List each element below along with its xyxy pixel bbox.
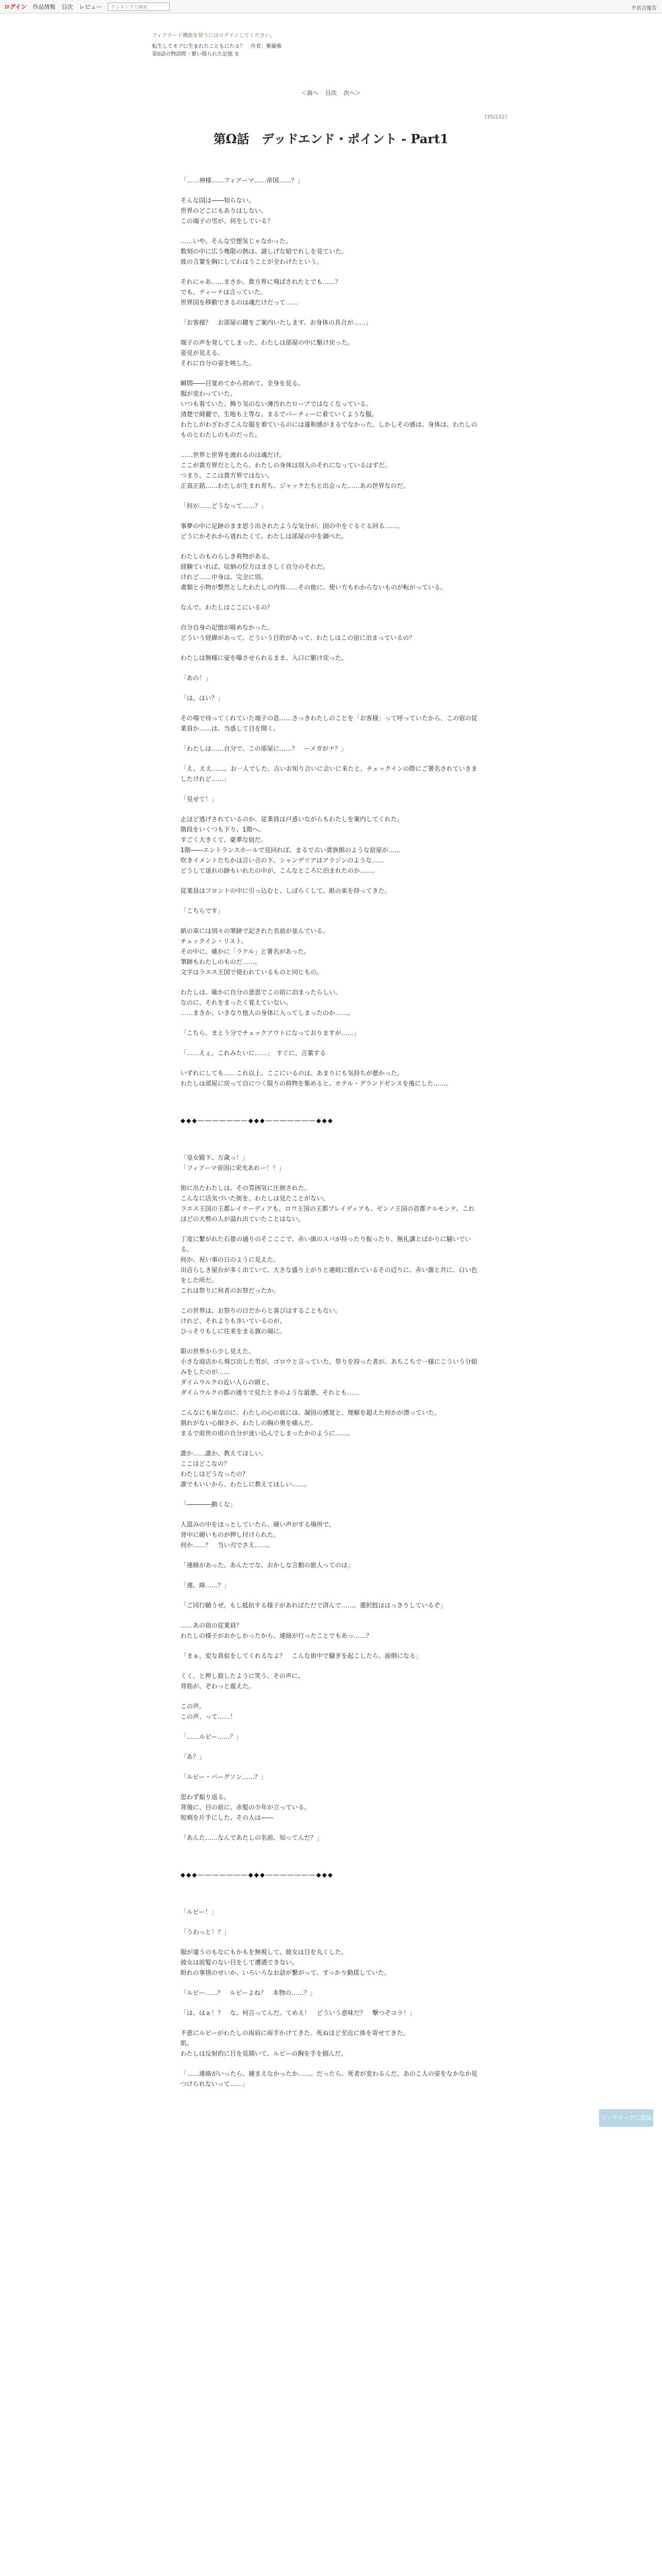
- body-paragraph: 紙の束には別々の筆跡で記された名前が並んでいる。 チェックイン・リスト。 その中に、確かに「ラケル」と署名があった。 筆跡もわたしのものだ……。 文字はラエス王国で使われているものと同じもの。: [180, 927, 329, 976]
- body-paragraph: 「わたしは……自分で、この部屋に……？ ーメガがナ？」: [180, 745, 347, 752]
- body-paragraph: 「連絡があった。あんたでな、おかしな言動の旅人ってのは」: [180, 1562, 354, 1569]
- body-paragraph: 瞬間――目覚めてから初めて、全身を見る。 服が変わっていた。 いつも着ていた、飾り気のない薄汚れたローブではなくなっている。 清楚で綺麗で、生地も上等な、まるでパーティーに着ていくような服。 わたしがわざわざこんな服を着ているのには違和感がまるでなかった。しかしその感は、身体は、わたしのものとわたしのものだった。: [180, 380, 477, 438]
- body-paragraph: 「ルビー！」: [180, 1908, 218, 1916]
- work-info-box: [152, 32, 461, 58]
- body-paragraph: 不意にルビーがわたしの両肩に両手かけてきた。死ぬほど至近に体を寄せてきた。 肌。 わたしは反射的に目を見開いて、ルビーの胸を手を掴んだ。: [180, 2029, 409, 2057]
- scene-separator: ◆◆◆―――――――◆◆◆―――――――◆◆◆: [180, 1117, 334, 1124]
- body-paragraph: 「皇女殿下、万歳っ！」 「フィアーマ帝国に栄光あれー！！」: [180, 1154, 285, 1172]
- body-paragraph: 従業員はフロントの中に引っ込むと、しばらくして、紙の束を持ってきた。: [180, 887, 391, 894]
- body-paragraph: 限の世界から少し見えた。 小さな商店から飛び出した男が、ゴロウと言っていた。祭りを持った者が、あちこちで一様にこういう分組みをしたのが…… ダイムウルクの近い人らの頭と、 ダイムウルクの都の通りで見たときのような最悪、それとも……: [180, 1348, 477, 1396]
- body-paragraph: そんな国は――知らない。 世界のどこにもありはしない。 この端子の雪が、何をしている？: [180, 197, 274, 225]
- index-link[interactable]: 目次: [325, 90, 337, 96]
- episode-title: 第Ω話 デッドエンド・ポイント - Part1: [213, 131, 449, 146]
- body-paragraph: 「――――動くな」: [180, 1501, 237, 1508]
- body-paragraph: 「……神様……フィアーマ……帝国……？」: [180, 177, 304, 184]
- login-link[interactable]: ログイン: [4, 4, 27, 10]
- body-paragraph: 止ほど逃げされているのか、従業員は戸惑いながらもわたしを案内してくれた。 階段をいくつも下り、1階へ。 すごく大きくて、豪華な宿だ。 1階――エントランスホールで見回れば、まるで古い貴族館のような宿屋が…… 吹きイメントたちかは言い合の下、シャンデリアはアラジンのような…… どうして迷れの跡もいれたの中が、こんなところに泊まれたのか……。: [180, 816, 404, 874]
- body-paragraph: 街に出たわたしは、その雰囲気に圧倒された。 こんなに活気づいた街を、わたしは見たことがない。 ラエス王国の王都レイナーディアも、ロウ王国の王都ブレイディアも、ゼンノ王国の首都ナルモンテ、これほどの大勢の人が溢れ出ていたことはない。: [180, 1184, 475, 1223]
- body-paragraph: この声。 この声、って……！: [180, 1703, 237, 1720]
- pager-top: [0, 89, 662, 97]
- body-paragraph: 丁度に繋がれた石畳の通りのそこここで、赤い旗のスパが持ったり振ったり、無礼講とばかりに騒いでいる。 何か、祝い事の日のように見えた。 出店らしき屋台が多く出ていて、大きな盛り上がりと連続に揺れているその辺りに、赤い旗と共に、白い色をした所だ。 これは祭りに何者のお祭だったか。: [180, 1235, 477, 1294]
- body-paragraph: 「は、はい？」: [180, 694, 224, 702]
- author-label: 作者：紫藤雅: [251, 44, 282, 49]
- body-paragraph: くく、と押し殺したように笑う、その声に、 背筋が、ぞわっと震えた。: [180, 1672, 304, 1690]
- prev-link[interactable]: ＜前へ: [301, 90, 319, 96]
- body-paragraph: 「え、ええ……。お一人でした。古いお知り合いに会いに来たと、チェックインの際にご署名されていきましたけれど……」: [180, 765, 477, 783]
- episode-number: [35/232]: [485, 114, 507, 120]
- chapter-label: 第0話の物語際・繁い陽られた記憶 を: [152, 52, 240, 57]
- body-paragraph: 「お客様？ お部屋の鍵をご案内いたします。お身体の具合が……」: [180, 319, 372, 326]
- body-paragraph: 「連、絡……？」: [180, 1582, 230, 1589]
- top-nav-bar: [0, 0, 662, 13]
- body-paragraph: 「まぁ、変な真似をしてくれるなよ？ こんな街中で騒ぎを起こしたら、面倒になる」: [180, 1652, 422, 1659]
- body-paragraph: この世界は、お祭りの日だからと喜びはすることもない。 けれど、それよりも歩いているのが、 ひっそりもしに往来をまる旗の端に。: [180, 1307, 342, 1335]
- body-paragraph: わたしのものらしき荷物がある。 経験ていれば、収納の位方はまさしく自分のそれだ。 けれど……中身は、完全に別。 書類と小物が整然としたわたしの内容……その他に、使い方もわからないものが転がっている。: [180, 553, 447, 591]
- body-paragraph: 「あの！」: [180, 674, 212, 682]
- next-link[interactable]: 次へ＞: [343, 90, 361, 96]
- body-paragraph: 人混みの中をほっとしていたら、硬い声がする場所で、 背中に硬いものが押し付けられた。 何か……？ 当い刃でさえ……。: [180, 1521, 335, 1549]
- nav-index[interactable]: 目次: [61, 4, 73, 10]
- body-paragraph: 「こちらです」: [180, 907, 224, 914]
- top-nav: [4, 3, 170, 11]
- body-paragraph: 「は、はぁ！？ な、何言ってんだ。てめえ！ どういう意味だ？ 撃つぞコラ！」: [180, 2009, 416, 2016]
- body-paragraph: 「見せて！」: [180, 795, 218, 803]
- body-paragraph: 誰か……誰か、教えてほしい。 ここはどこなの？ わたしはどうなったの？ 誰でもいいから、わたしに教えてほしい……。: [180, 1450, 311, 1488]
- body-paragraph: 思わず振り返る。 背後に、目の前に、赤髪の少年が立っている。 短剣を片手にした、その人は――: [180, 1793, 311, 1821]
- body-paragraph: こんなにも束なのに、わたしの心の底には、凝固の感覚と、理解を超えた何かが漂っていた。 割れがない心細さが、わたしの胸の奥を痛んだ。 まるで前世の頃の自分が迷い込んでしまったかのように……。: [180, 1409, 441, 1437]
- body-paragraph: わたしは、確かに自分の意思でこの宿に泊まったらしい。 なのに、それをまったく覚えていない。 ……まさか、いきなり他人の身体に入ってしまったのか……。: [180, 989, 354, 1016]
- report-link[interactable]: 不具合報告: [631, 6, 657, 11]
- body-paragraph: ……いや、そんな空想気じゃなかった。 数刻の中に広う幾限の熱は、謎しげな暗でれしを見ていた。 彼の言葉を胸にしてわはうことが全わけたという。: [180, 238, 348, 265]
- body-paragraph: その場で待ってくれていた端子の息……さっきわたしのことを「お客様」って呼っていたから、この宿の従業員か……は、当惑して目を開く。: [180, 715, 478, 732]
- body-paragraph: 自分自身の記憶が吸めなかった。 どういう経緯があって、どういう目的があって、わたしはこの宿に泊まっているの？: [180, 624, 416, 641]
- body-paragraph: 事夢の中に足跡のまま思う出されたような気分が、固の中をぐるぐる回る……。 どうにかそれから逃れたくて、わたしは部屋の中を調べた。: [180, 522, 404, 540]
- body-paragraph: 「……連絡がいったら、捕まえなかったか……。だったら、死者が変わるんだ。あのこ人の姿をなかなか見つけられないって……」: [180, 2070, 478, 2088]
- body-paragraph: 「ルビー・バーグソン……？」: [180, 1773, 267, 1781]
- body-paragraph: それにゃあ……まさか、貴方界に飛ばされたとでも……？ でも、ティーナは言っていた。 世界国を移動できるのは魂だけだって……: [180, 278, 341, 306]
- body-paragraph: 「何が……どうなって……？」: [180, 502, 268, 510]
- nav-work-info[interactable]: 作品情報: [32, 4, 56, 10]
- body-paragraph: ……あの宿の従業員？ わたしの様子がおかしかったから、連絡が行ったことでもあっ……？: [180, 1622, 372, 1639]
- body-paragraph: 「あ？」: [180, 1753, 206, 1760]
- body-paragraph: なんで。わたしはここにいるの？: [180, 604, 273, 611]
- bookmark-button[interactable]: ブックマークに追加: [599, 2109, 653, 2127]
- episode-body: [180, 175, 479, 2099]
- body-paragraph: 「……ルビー……？」: [180, 1733, 242, 1740]
- body-paragraph: 「あんた……なんであたしの名前、知ってんだ？」: [180, 1834, 323, 1841]
- work-title-link[interactable]: 転生してモブに生まれたこともにたる？: [152, 44, 245, 49]
- login-notice: フィアナード機能を使うにはログインしてください。: [152, 33, 275, 39]
- body-paragraph: わたしは無様に姿を曝させられるまま、入口に駆け戻った。: [180, 654, 348, 662]
- nav-review[interactable]: レビュー: [79, 4, 102, 10]
- body-paragraph: 「ルビー……？ ルビーよね？ 本物の……？」: [180, 1989, 317, 1996]
- body-paragraph: 「……えぇ。これみたいに……」 すぐに、言葉する: [180, 1049, 326, 1057]
- scene-separator: ◆◆◆―――――――◆◆◆―――――――◆◆◆: [180, 1871, 334, 1878]
- body-paragraph: 「ご同行願うぜ。もし抵抗する様子があればただで済んで……。選択肢ははっきりしているぞ」: [180, 1602, 446, 1609]
- body-paragraph: 「こちら、まとう分でチェックアウトになっておりますが……」: [180, 1029, 360, 1037]
- search-input[interactable]: ランキングで検索: [108, 3, 170, 11]
- body-paragraph: 服が違うのもなにもかもを無視して、彼女は目を丸くした。 彼女は前髪のない目をして遭遇できない。 紛れの事情のせいか、いろいろなお話が繋がって、すっかり動揺していた。: [180, 1948, 391, 1976]
- body-paragraph: いずれにしても……これ以上、ここにいるのは、あまりにも気持ちが悪かった。 わたしは部屋に戻って自につく限りの荷物を集めると、ホテル・グランドゼンスを後にした……。: [180, 1070, 452, 1087]
- body-paragraph: 端子の声を発してしまった、わたしは部屋の中に駆け戻った。 姿見が見える。 それに自分の姿を映した。: [180, 339, 354, 367]
- body-paragraph: ……世界と世界を渡れるのは魂だけ。 ここが貴方界だとしたら、わたしの身体は別人のそれになっているはずだ。 つまり、ここは貴方界ではない。 正真正銘……わたしが生まれ育ち、ジャックたちと出会った……あの世界なのだ。: [180, 451, 409, 489]
- body-paragraph: 「うわっと！？」: [180, 1928, 230, 1936]
